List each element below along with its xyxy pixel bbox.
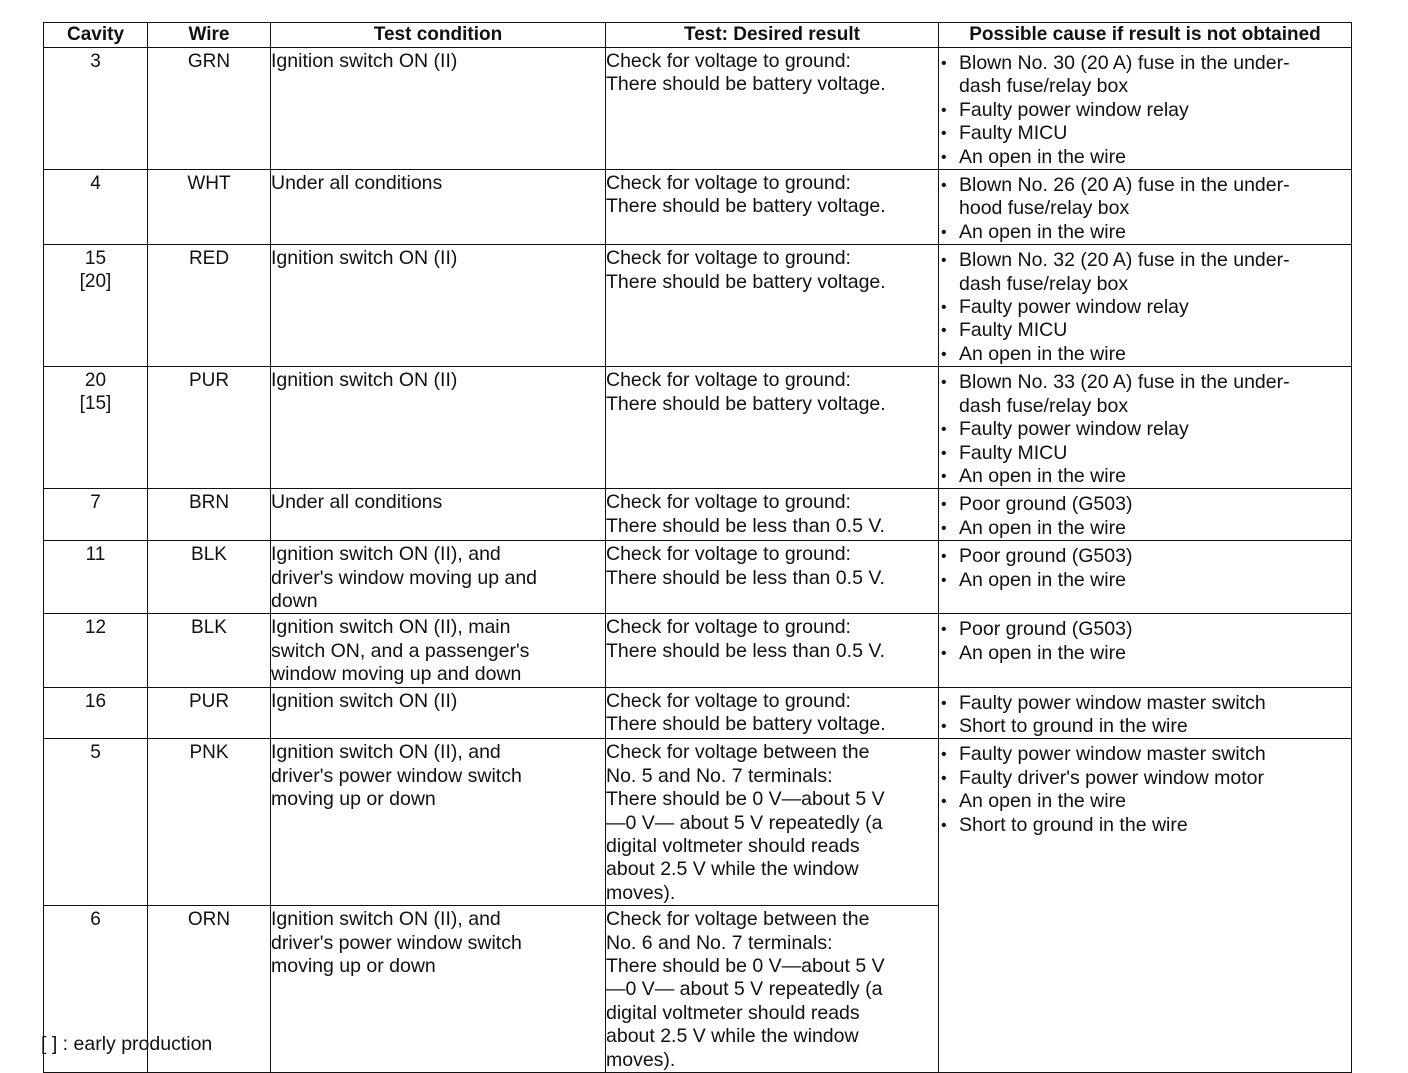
cause-item <box>939 790 1351 813</box>
wire-cell <box>148 541 271 614</box>
desired-result-line: Check for voltage to ground: <box>606 172 851 195</box>
test-condition-cell <box>271 48 606 170</box>
desired-result-line: There should be battery voltage. <box>606 712 886 735</box>
cause-item <box>939 642 1351 665</box>
wire-color: PNK <box>189 742 229 764</box>
test-table <box>43 22 1352 1073</box>
cause-text: • An open in the wire <box>959 464 1126 487</box>
test-condition-line: window moving up and down <box>271 663 522 686</box>
cause-text: hood fuse/relay box <box>959 197 1130 220</box>
table-row <box>44 541 1352 614</box>
test-condition-line: down <box>271 589 318 612</box>
cavity-number: 6 <box>90 909 101 931</box>
cavity-cell <box>44 489 148 541</box>
cavity-number: 20 <box>84 370 107 392</box>
test-condition-cell <box>271 367 606 489</box>
cavity-cell <box>44 541 148 614</box>
test-condition-line: Under all conditions <box>271 491 443 514</box>
test-condition-line: Under all conditions <box>271 172 443 195</box>
cause-item <box>939 146 1351 169</box>
cavity-number: 3 <box>90 51 101 72</box>
cavity-number: 15 <box>84 248 107 270</box>
footnote: [ ] : early production <box>41 1033 213 1055</box>
cause-item <box>939 465 1351 488</box>
desired-result-cell <box>606 687 939 739</box>
table-row <box>44 687 1352 739</box>
possible-cause-cell <box>939 489 1352 541</box>
header-row <box>44 23 1352 48</box>
test-condition-line: Ignition switch ON (II) <box>271 50 458 72</box>
desired-result-cell <box>606 367 939 489</box>
cause-item <box>939 52 1351 99</box>
desired-result-line: —0 V— about 5 V repeatedly (a <box>606 978 883 1001</box>
desired-result-line: There should be 0 V—about 5 V <box>606 788 885 811</box>
test-condition-cell <box>271 687 606 739</box>
wire-color: WHT <box>187 173 231 195</box>
wire-cell <box>148 739 271 906</box>
test-condition-cell <box>271 906 606 1073</box>
test-condition-line: driver's power window switch <box>271 764 522 787</box>
cavity-number: [15] <box>79 393 112 415</box>
possible-cause-cell <box>939 48 1352 170</box>
desired-result-line: There should be battery voltage. <box>606 270 886 293</box>
cause-text: • Faulty MICU <box>959 319 1068 342</box>
cavity-number: 7 <box>90 492 101 514</box>
cause-text: dash fuse/relay box <box>959 272 1129 295</box>
cause-text: • Blown No. 30 (20 A) fuse in the under- <box>959 52 1290 74</box>
header-desired-result: Test: Desired result <box>606 23 939 48</box>
cause-item <box>939 692 1351 715</box>
test-condition-line: driver's power window switch <box>271 931 522 954</box>
cause-text: • Faulty power window master switch <box>959 743 1266 766</box>
cavity-number: [20] <box>79 271 112 293</box>
cavity-cell <box>44 614 148 687</box>
desired-result-line: moves). <box>606 881 676 904</box>
desired-result-line: Check for voltage to ground: <box>606 247 851 270</box>
cause-text: • Faulty MICU <box>959 441 1068 464</box>
table-row <box>44 614 1352 687</box>
cause-item <box>939 517 1351 540</box>
cause-item <box>939 743 1351 766</box>
desired-result-cell <box>606 245 939 367</box>
table-row <box>44 739 1352 906</box>
cause-text: • Faulty power window relay <box>959 98 1189 121</box>
wire-cell <box>148 367 271 489</box>
desired-result-line: There should be 0 V—about 5 V <box>606 955 885 978</box>
desired-result-line: Check for voltage to ground: <box>606 369 851 392</box>
table-row <box>44 170 1352 245</box>
test-condition-line: driver's window moving up and <box>271 566 538 589</box>
wire-color: BLK <box>191 617 227 639</box>
cause-text: • Short to ground in the wire <box>959 714 1188 737</box>
header-possible-cause: Possible cause if result is not obtained <box>939 23 1352 48</box>
cause-text: • Short to ground in the wire <box>959 813 1188 836</box>
cause-item <box>939 767 1351 790</box>
wire-cell <box>148 245 271 367</box>
cause-text: dash fuse/relay box <box>959 75 1129 98</box>
possible-cause-cell <box>939 739 1352 1073</box>
cause-text: • Poor ground (G503) <box>959 493 1133 516</box>
desired-result-line: digital voltmeter should reads <box>606 835 860 857</box>
cause-item <box>939 221 1351 244</box>
test-condition-cell <box>271 170 606 245</box>
test-condition-line: moving up or down <box>271 955 436 978</box>
desired-result-line: There should be battery voltage. <box>606 195 886 218</box>
possible-cause-cell <box>939 170 1352 245</box>
cause-item <box>939 319 1351 342</box>
cavity-number: 12 <box>84 617 107 639</box>
test-condition-cell <box>271 739 606 906</box>
desired-result-line: There should be battery voltage. <box>606 73 886 96</box>
cavity-number: 5 <box>90 742 101 764</box>
cavity-cell <box>44 687 148 739</box>
wire-cell <box>148 170 271 245</box>
wire-color: BLK <box>191 544 227 566</box>
test-condition-line: moving up or down <box>271 788 436 811</box>
header-test-condition: Test condition <box>271 23 606 48</box>
test-condition-line: Ignition switch ON (II), main <box>271 616 511 639</box>
desired-result-line: Check for voltage to ground: <box>606 543 851 566</box>
wire-color: PUR <box>188 690 230 712</box>
possible-cause-cell <box>939 367 1352 489</box>
desired-result-line: Check for voltage to ground: <box>606 491 851 514</box>
test-condition-line: Ignition switch ON (II) <box>271 247 458 270</box>
desired-result-cell <box>606 739 939 906</box>
cause-text: • Faulty power window relay <box>959 296 1189 319</box>
cause-text: dash fuse/relay box <box>959 394 1129 417</box>
desired-result-line: digital voltmeter should reads <box>606 1001 860 1024</box>
wire-cell <box>148 48 271 170</box>
cause-item <box>939 249 1351 296</box>
cavity-number: 11 <box>85 544 106 566</box>
possible-cause-cell <box>939 245 1352 367</box>
desired-result-line: No. 6 and No. 7 terminals: <box>606 931 833 954</box>
test-condition-line: switch ON, and a passenger's <box>271 639 530 662</box>
cause-item <box>939 715 1351 738</box>
possible-cause-cell <box>939 687 1352 739</box>
cavity-number: 4 <box>90 173 101 195</box>
table-row <box>44 48 1352 170</box>
test-condition-line: Ignition switch ON (II), and <box>271 543 501 566</box>
cause-item <box>939 418 1351 441</box>
wire-cell <box>148 614 271 687</box>
desired-result-line: —0 V— about 5 V repeatedly (a <box>606 811 883 834</box>
cause-text: • Poor ground (G503) <box>959 618 1133 641</box>
cavity-cell <box>44 170 148 245</box>
test-condition-cell <box>271 541 606 614</box>
cause-item <box>939 442 1351 465</box>
cavity-cell <box>44 739 148 906</box>
cavity-cell <box>44 48 148 170</box>
cause-item <box>939 569 1351 592</box>
table-row <box>44 245 1352 367</box>
desired-result-line: There should be less than 0.5 V. <box>606 566 885 589</box>
desired-result-cell <box>606 614 939 687</box>
header-cavity: Cavity <box>44 23 148 48</box>
test-condition-line: Ignition switch ON (II), and <box>271 741 501 764</box>
cause-text: • An open in the wire <box>959 220 1126 243</box>
possible-cause-cell <box>939 541 1352 614</box>
table-row <box>44 367 1352 489</box>
cause-text: • Faulty MICU <box>959 122 1068 145</box>
test-condition-cell <box>271 245 606 367</box>
cause-item <box>939 545 1351 568</box>
wire-color: BRN <box>188 492 230 514</box>
cause-item <box>939 493 1351 516</box>
desired-result-line: Check for voltage to ground: <box>606 50 851 72</box>
wire-cell <box>148 687 271 739</box>
wire-color: RED <box>188 248 230 270</box>
desired-result-cell <box>606 541 939 614</box>
desired-result-line: No. 5 and No. 7 terminals: <box>606 764 833 787</box>
table-body <box>44 48 1352 1073</box>
wire-color: PUR <box>188 370 230 392</box>
cause-text: • Faulty power window relay <box>959 418 1189 441</box>
desired-result-line: moves). <box>606 1048 676 1071</box>
cause-text: • Blown No. 32 (20 A) fuse in the under- <box>959 249 1290 272</box>
test-condition-cell <box>271 489 606 541</box>
desired-result-line: Check for voltage between the <box>606 908 870 931</box>
cause-text: • Faulty power window master switch <box>959 691 1266 714</box>
cause-item <box>939 296 1351 319</box>
desired-result-cell <box>606 170 939 245</box>
cavity-cell <box>44 245 148 367</box>
cause-text: • An open in the wire <box>959 145 1126 168</box>
test-condition-cell <box>271 614 606 687</box>
cause-item <box>939 343 1351 366</box>
cavity-cell <box>44 367 148 489</box>
desired-result-line: There should be battery voltage. <box>606 392 886 415</box>
desired-result-cell <box>606 489 939 541</box>
cause-text: • An open in the wire <box>959 790 1126 813</box>
cause-text: • An open in the wire <box>959 342 1126 365</box>
cause-text: • An open in the wire <box>959 516 1126 539</box>
desired-result-line: Check for voltage to ground: <box>606 689 851 712</box>
cavity-number: 16 <box>84 690 107 712</box>
desired-result-line: about 2.5 V while the window <box>606 1025 859 1048</box>
cause-item <box>939 371 1351 418</box>
wire-color: ORN <box>187 909 231 931</box>
desired-result-cell <box>606 906 939 1073</box>
desired-result-cell <box>606 48 939 170</box>
desired-result-line: There should be less than 0.5 V. <box>606 514 885 537</box>
cause-text: • Faulty driver's power window motor <box>959 766 1264 789</box>
wire-color: GRN <box>187 51 231 72</box>
header-wire: Wire <box>148 23 271 48</box>
cause-item <box>939 174 1351 221</box>
cause-item <box>939 122 1351 145</box>
desired-result-line: Check for voltage between the <box>606 741 870 764</box>
cause-text: • An open in the wire <box>959 641 1126 664</box>
test-condition-line: Ignition switch ON (II) <box>271 689 458 712</box>
cause-item <box>939 99 1351 122</box>
cause-text: • Blown No. 33 (20 A) fuse in the under- <box>959 371 1290 394</box>
desired-result-line: about 2.5 V while the window <box>606 858 859 881</box>
desired-result-line: Check for voltage to ground: <box>606 616 851 639</box>
cause-item <box>939 814 1351 837</box>
possible-cause-cell <box>939 614 1352 687</box>
test-condition-line: Ignition switch ON (II), and <box>271 908 501 931</box>
cause-text: • Poor ground (G503) <box>959 545 1133 568</box>
wire-cell <box>148 489 271 541</box>
cause-item <box>939 618 1351 641</box>
desired-result-line: There should be less than 0.5 V. <box>606 639 885 662</box>
test-condition-line: Ignition switch ON (II) <box>271 369 458 392</box>
cause-text: • Blown No. 26 (20 A) fuse in the under- <box>959 174 1290 197</box>
cause-text: • An open in the wire <box>959 568 1126 591</box>
table-row <box>44 489 1352 541</box>
